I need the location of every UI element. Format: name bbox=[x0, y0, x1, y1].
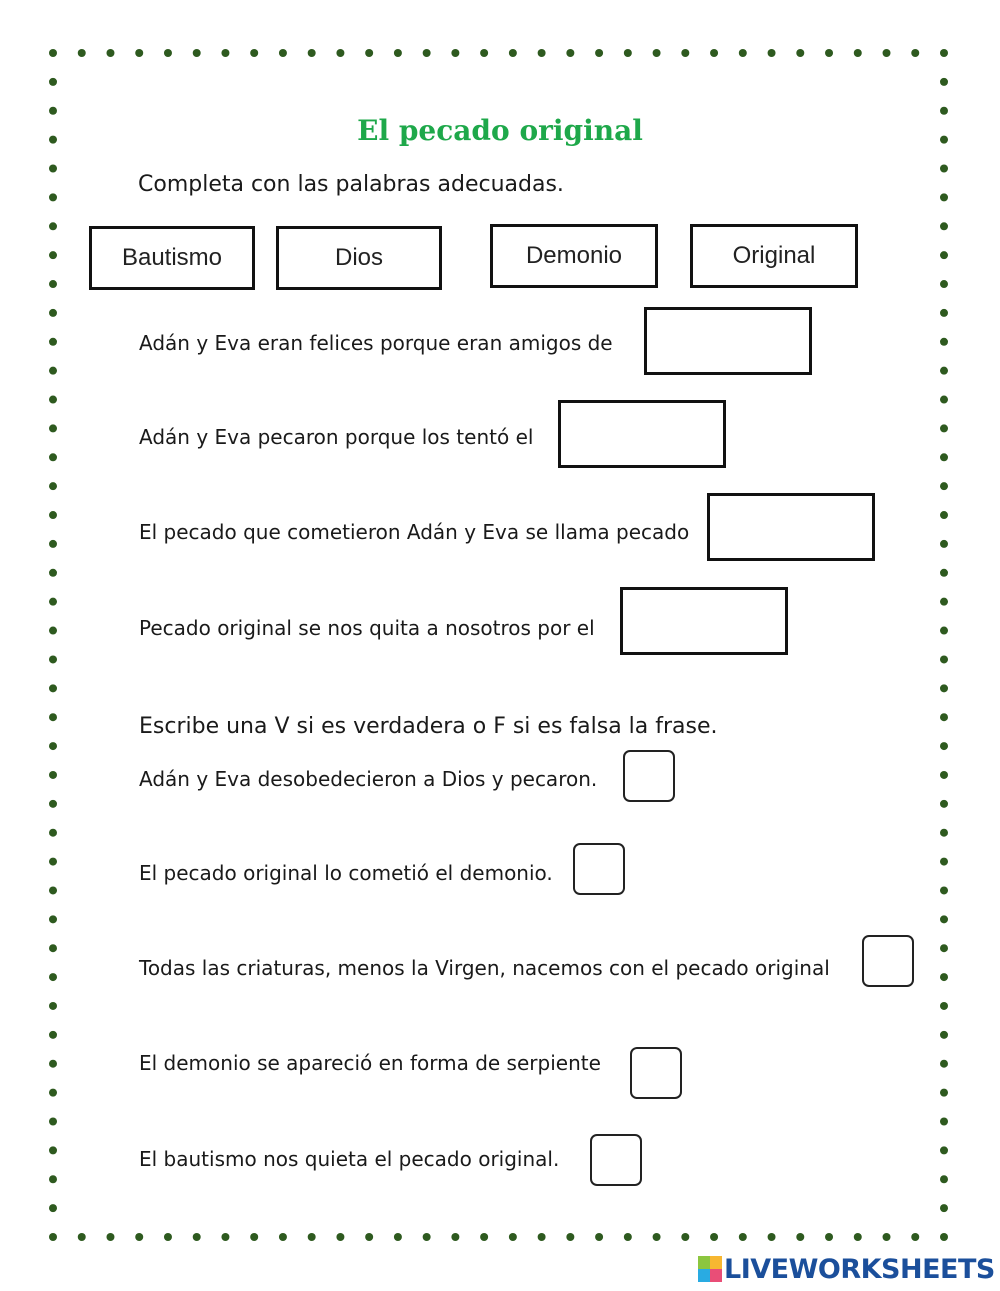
border-dot bbox=[940, 598, 948, 606]
border-dot bbox=[940, 1031, 948, 1039]
fill-sentence: El pecado que cometieron Adán y Eva se llama pecado bbox=[139, 520, 690, 544]
border-dot bbox=[595, 49, 603, 57]
border-dot bbox=[940, 1233, 948, 1241]
border-dot bbox=[49, 1204, 57, 1212]
border-dot bbox=[221, 1233, 229, 1241]
border-dot bbox=[940, 511, 948, 519]
border-dot bbox=[49, 193, 57, 201]
border-dot bbox=[940, 1204, 948, 1212]
border-dot bbox=[49, 627, 57, 635]
border-dot bbox=[49, 49, 57, 57]
border-dot bbox=[940, 1117, 948, 1125]
border-dot bbox=[49, 309, 57, 317]
border-dot bbox=[940, 309, 948, 317]
true-false-sentence: El pecado original lo cometió el demonio. bbox=[139, 861, 553, 885]
border-dot bbox=[49, 1031, 57, 1039]
border-dot bbox=[854, 49, 862, 57]
border-dot bbox=[739, 49, 747, 57]
fill-answer-input[interactable] bbox=[707, 493, 875, 561]
word-bank-demonio: Demonio bbox=[490, 224, 658, 288]
border-dot bbox=[49, 684, 57, 692]
border-dot bbox=[394, 1233, 402, 1241]
border-dot bbox=[940, 886, 948, 894]
fill-answer-input[interactable] bbox=[620, 587, 788, 655]
border-dot bbox=[49, 1146, 57, 1154]
border-dot bbox=[940, 1002, 948, 1010]
border-dot bbox=[49, 338, 57, 346]
border-dot bbox=[451, 49, 459, 57]
border-dot bbox=[940, 944, 948, 952]
border-dot bbox=[883, 49, 891, 57]
border-dot bbox=[940, 627, 948, 635]
border-dot bbox=[940, 280, 948, 288]
border-dot bbox=[768, 49, 776, 57]
border-dot bbox=[940, 367, 948, 375]
border-dot bbox=[49, 367, 57, 375]
word-bank-bautismo: Bautismo bbox=[89, 226, 255, 290]
border-dot bbox=[221, 49, 229, 57]
true-false-sentence: El demonio se apareció en forma de serpiente bbox=[139, 1051, 601, 1075]
true-false-answer-input[interactable] bbox=[630, 1047, 682, 1099]
border-dot bbox=[49, 771, 57, 779]
border-dot bbox=[164, 49, 172, 57]
border-dot bbox=[566, 49, 574, 57]
border-dot bbox=[49, 280, 57, 288]
border-dot bbox=[940, 858, 948, 866]
fill-answer-input[interactable] bbox=[558, 400, 726, 468]
border-dot bbox=[825, 1233, 833, 1241]
border-dot bbox=[279, 1233, 287, 1241]
border-dot bbox=[940, 1060, 948, 1068]
border-dot bbox=[336, 49, 344, 57]
fill-sentence: Pecado original se nos quita a nosotros por el bbox=[139, 616, 595, 640]
border-dot bbox=[193, 1233, 201, 1241]
border-dot bbox=[480, 49, 488, 57]
true-false-answer-input[interactable] bbox=[862, 935, 914, 987]
border-dot bbox=[49, 1060, 57, 1068]
border-dot bbox=[681, 49, 689, 57]
border-dot bbox=[538, 49, 546, 57]
instruction-fill: Completa con las palabras adecuadas. bbox=[138, 172, 564, 197]
page-title: El pecado original bbox=[357, 114, 643, 147]
border-dot bbox=[509, 49, 517, 57]
border-dot bbox=[624, 1233, 632, 1241]
border-dot bbox=[49, 800, 57, 808]
instruction-true-false: Escribe una V si es verdadera o F si es falsa la frase. bbox=[139, 714, 718, 739]
border-dot bbox=[49, 251, 57, 259]
border-dot bbox=[49, 858, 57, 866]
border-dot bbox=[883, 1233, 891, 1241]
border-dot bbox=[940, 165, 948, 173]
true-false-answer-input[interactable] bbox=[573, 843, 625, 895]
true-false-sentence: Adán y Eva desobedecieron a Dios y pecaron. bbox=[139, 767, 598, 791]
border-dot bbox=[940, 338, 948, 346]
border-dot bbox=[538, 1233, 546, 1241]
border-dot bbox=[940, 453, 948, 461]
border-dot bbox=[854, 1233, 862, 1241]
border-dot bbox=[940, 742, 948, 750]
border-dot bbox=[940, 1089, 948, 1097]
border-dot bbox=[49, 598, 57, 606]
border-dot bbox=[279, 49, 287, 57]
border-dot bbox=[940, 482, 948, 490]
border-dot bbox=[940, 222, 948, 230]
border-dot bbox=[365, 49, 373, 57]
border-dot bbox=[653, 49, 661, 57]
fill-sentence: Adán y Eva pecaron porque los tentó el bbox=[139, 425, 534, 449]
fill-sentence: Adán y Eva eran felices porque eran amigos de bbox=[139, 331, 613, 355]
border-dot bbox=[480, 1233, 488, 1241]
border-dot bbox=[49, 165, 57, 173]
true-false-sentence: El bautismo nos quieta el pecado original. bbox=[139, 1147, 560, 1171]
border-dot bbox=[193, 49, 201, 57]
border-dot bbox=[940, 800, 948, 808]
border-dot bbox=[49, 829, 57, 837]
border-dot bbox=[49, 915, 57, 923]
border-dot bbox=[394, 49, 402, 57]
border-dot bbox=[423, 1233, 431, 1241]
border-dot bbox=[49, 511, 57, 519]
border-dot bbox=[911, 49, 919, 57]
border-dot bbox=[49, 713, 57, 721]
border-dot bbox=[49, 540, 57, 548]
border-dot bbox=[49, 1175, 57, 1183]
border-dot bbox=[164, 1233, 172, 1241]
border-dot bbox=[940, 771, 948, 779]
border-dot bbox=[940, 655, 948, 663]
border-dot bbox=[739, 1233, 747, 1241]
border-dot bbox=[940, 251, 948, 259]
border-dot bbox=[911, 1233, 919, 1241]
border-dot bbox=[250, 1233, 258, 1241]
border-dot bbox=[681, 1233, 689, 1241]
border-dot bbox=[940, 1175, 948, 1183]
true-false-sentence: Todas las criaturas, menos la Virgen, nacemos con el pecado original bbox=[139, 956, 830, 980]
border-dot bbox=[49, 396, 57, 404]
border-dot bbox=[940, 684, 948, 692]
border-dot bbox=[653, 1233, 661, 1241]
border-dot bbox=[49, 424, 57, 432]
border-dot bbox=[509, 1233, 517, 1241]
word-bank-dios: Dios bbox=[276, 226, 442, 290]
word-bank-original: Original bbox=[690, 224, 858, 288]
border-dot bbox=[595, 1233, 603, 1241]
border-dot bbox=[106, 1233, 114, 1241]
border-dot bbox=[940, 193, 948, 201]
border-dot bbox=[940, 396, 948, 404]
border-dot bbox=[49, 222, 57, 230]
border-dot bbox=[78, 1233, 86, 1241]
border-dot bbox=[135, 49, 143, 57]
border-dot bbox=[49, 569, 57, 577]
border-dot bbox=[308, 1233, 316, 1241]
border-dot bbox=[940, 973, 948, 981]
border-dot bbox=[49, 742, 57, 750]
border-dot bbox=[336, 1233, 344, 1241]
border-dot bbox=[49, 482, 57, 490]
border-dot bbox=[49, 453, 57, 461]
border-dot bbox=[49, 973, 57, 981]
border-dot bbox=[423, 49, 431, 57]
border-dot bbox=[49, 886, 57, 894]
border-dot bbox=[308, 49, 316, 57]
border-dot bbox=[624, 49, 632, 57]
true-false-answer-input[interactable] bbox=[623, 750, 675, 802]
border-dot bbox=[796, 1233, 804, 1241]
border-dot bbox=[250, 49, 258, 57]
liveworksheets-mark-icon bbox=[698, 1256, 722, 1282]
border-dot bbox=[940, 424, 948, 432]
border-dot bbox=[940, 78, 948, 86]
border-dot bbox=[365, 1233, 373, 1241]
border-dot bbox=[49, 1089, 57, 1097]
border-dot bbox=[49, 944, 57, 952]
border-dot bbox=[49, 1233, 57, 1241]
border-dot bbox=[940, 713, 948, 721]
fill-answer-input[interactable] bbox=[644, 307, 812, 375]
liveworksheets-logo bbox=[698, 1252, 995, 1286]
border-dot bbox=[135, 1233, 143, 1241]
border-dot bbox=[49, 78, 57, 86]
border-dot bbox=[940, 829, 948, 837]
true-false-answer-input[interactable] bbox=[590, 1134, 642, 1186]
border-dot bbox=[940, 915, 948, 923]
border-dot bbox=[710, 49, 718, 57]
brand-name: LIVEWORKSHEETS bbox=[724, 1253, 995, 1285]
border-dot bbox=[49, 655, 57, 663]
border-dot bbox=[566, 1233, 574, 1241]
border-dot bbox=[796, 49, 804, 57]
border-dot bbox=[940, 49, 948, 57]
border-dot bbox=[710, 1233, 718, 1241]
border-dot bbox=[940, 540, 948, 548]
border-dot bbox=[825, 49, 833, 57]
border-dot bbox=[940, 1146, 948, 1154]
border-dot bbox=[768, 1233, 776, 1241]
border-dot bbox=[106, 49, 114, 57]
border-dot bbox=[451, 1233, 459, 1241]
border-dot bbox=[49, 1117, 57, 1125]
border-dot bbox=[49, 1002, 57, 1010]
border-dot bbox=[78, 49, 86, 57]
border-dot bbox=[940, 569, 948, 577]
